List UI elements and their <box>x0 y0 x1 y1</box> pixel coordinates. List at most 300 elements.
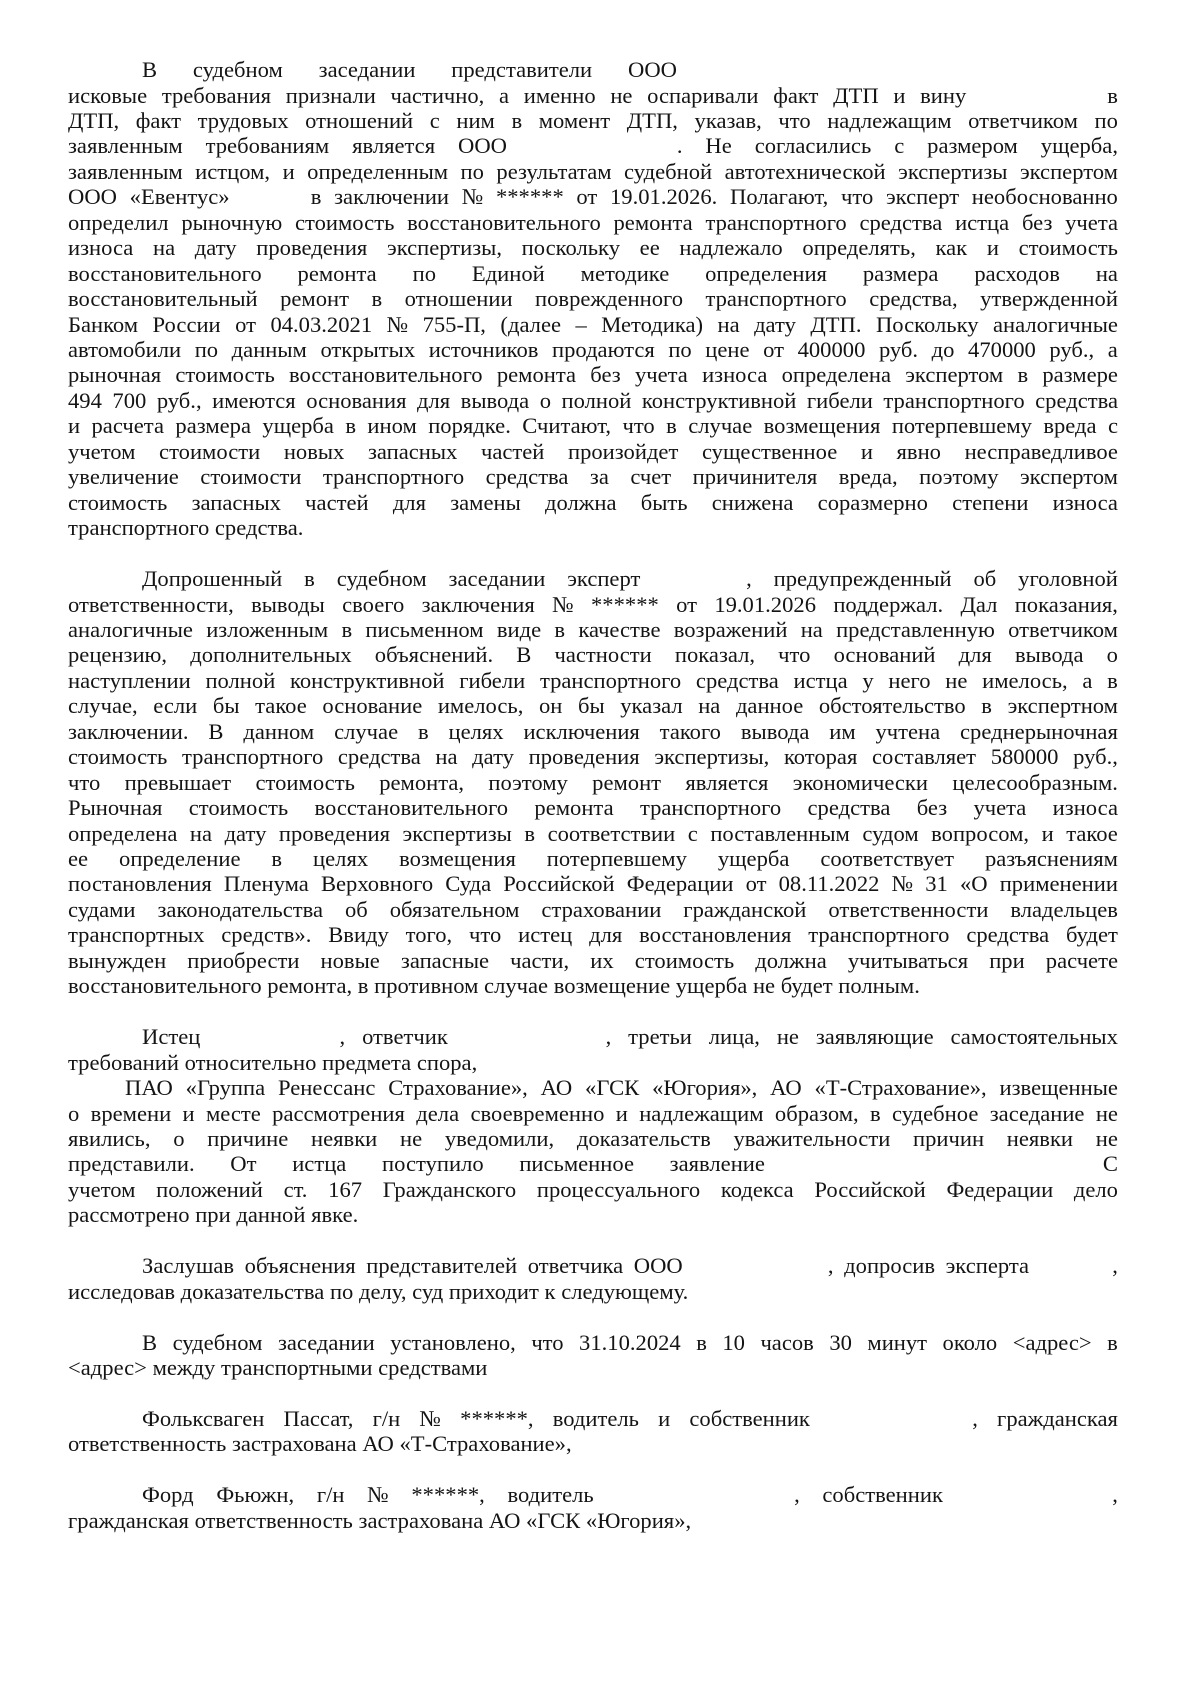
word: средства. <box>214 515 304 541</box>
word: , <box>1112 1482 1118 1508</box>
word: от <box>763 336 784 362</box>
word: Рыночная <box>68 795 163 821</box>
word: по <box>194 336 219 362</box>
text-line <box>68 1150 1118 1177</box>
word: руб., <box>156 387 202 413</box>
text-line <box>68 132 1118 159</box>
word: автомобили <box>68 336 182 362</box>
word: является <box>352 133 436 159</box>
word: истца <box>793 667 848 693</box>
word: размера <box>862 260 939 286</box>
word: средства <box>807 795 891 821</box>
word: что <box>68 769 101 795</box>
word: с <box>687 820 698 846</box>
word: «Группа <box>185 1075 266 1100</box>
word: судебном <box>192 57 283 82</box>
word: , <box>1112 1253 1118 1279</box>
word: в <box>981 693 992 719</box>
word: неявки <box>1006 1125 1074 1151</box>
word: ремонта <box>613 209 693 235</box>
text-line <box>68 743 1118 770</box>
word: на <box>152 235 176 261</box>
word: представили. <box>68 1151 195 1177</box>
word: определение <box>119 846 241 871</box>
word: заседании <box>448 566 546 591</box>
word: имеются <box>212 387 296 413</box>
word: учета <box>634 362 688 388</box>
word: , <box>972 1405 978 1431</box>
word: водитель <box>552 1405 639 1431</box>
text-line <box>142 1329 1118 1356</box>
word: суд <box>412 1278 449 1304</box>
word: а <box>499 82 510 108</box>
text-line <box>68 1430 1118 1457</box>
word: проведения <box>256 235 368 261</box>
word: транспортного <box>705 209 847 235</box>
word: бы <box>212 693 240 719</box>
word: дату <box>194 235 237 261</box>
word: проведения <box>528 744 640 770</box>
word: г/н <box>316 1482 345 1508</box>
word: утвержденной <box>980 286 1118 311</box>
word: данном <box>243 718 315 744</box>
word: стоимость <box>175 362 275 388</box>
word: цене <box>705 336 750 362</box>
text-line <box>68 412 1118 439</box>
word: в <box>1107 667 1118 693</box>
word: стоимость <box>188 795 289 821</box>
word: на <box>800 616 823 642</box>
word: экспертизы, <box>387 235 502 261</box>
word: трудовых <box>197 107 289 133</box>
word: страховании <box>541 896 662 922</box>
word: потерпевшему <box>891 413 1032 439</box>
word: транспортного <box>883 387 1025 413</box>
word: в <box>417 718 429 744</box>
word: имелось, <box>437 693 524 719</box>
word: случае <box>688 413 753 439</box>
word: восстановления <box>639 922 792 948</box>
word: эксперт <box>567 566 641 591</box>
word: запасных <box>367 438 458 464</box>
word: факт <box>135 107 182 133</box>
text-line <box>68 591 1118 618</box>
word: третьи <box>628 1024 692 1050</box>
word: В <box>142 57 158 82</box>
text-line <box>68 336 1118 363</box>
word: «О <box>959 871 988 897</box>
word: от <box>745 871 767 897</box>
word: вреда, <box>838 464 898 490</box>
word: причинителя <box>692 464 818 490</box>
word: не <box>945 667 968 693</box>
word: у <box>862 667 874 693</box>
redacted-gap <box>829 1405 953 1432</box>
word: частично, <box>390 82 485 108</box>
word: потерпевшему <box>546 846 687 871</box>
word: средства <box>337 744 421 770</box>
word: судебное <box>892 1100 979 1126</box>
word: Суда <box>445 871 492 897</box>
word: определена <box>781 362 891 388</box>
word: составляет <box>872 744 977 770</box>
word: расчета <box>91 413 164 439</box>
redacted-gap <box>465 1023 589 1050</box>
word: Считают, <box>522 413 612 439</box>
word: для <box>392 489 426 515</box>
word: 400000 <box>797 336 866 362</box>
word: полным. <box>838 973 920 999</box>
word: стоимость <box>1018 235 1118 261</box>
word: «Евентус» <box>129 184 230 210</box>
word: Федерации <box>626 871 734 897</box>
word: 31 <box>925 871 948 897</box>
word: без <box>1021 209 1053 235</box>
word: на <box>1095 260 1118 286</box>
word: С <box>1102 1151 1118 1177</box>
word: что <box>622 413 655 439</box>
word: 580000 <box>990 744 1059 770</box>
word: вывода <box>460 387 530 413</box>
word: превышает <box>124 769 232 795</box>
word: приходит <box>448 1278 545 1304</box>
word: о <box>539 387 552 413</box>
word: экспертом <box>905 362 1004 388</box>
word: ответчиком <box>968 107 1078 133</box>
word: причине <box>207 1125 289 1151</box>
word: истца <box>955 209 1010 235</box>
word: согласились <box>754 133 872 159</box>
word: требованиям <box>205 133 330 159</box>
word: ООО <box>633 1253 683 1279</box>
word: дату <box>754 311 796 337</box>
text-line <box>68 616 1118 643</box>
word: «Югория», <box>585 1507 692 1533</box>
word: 19.01.2026 <box>714 591 816 617</box>
redacted-gap <box>981 82 1093 109</box>
word: Истец <box>142 1024 201 1050</box>
word: уведомили, <box>444 1125 555 1151</box>
redacted-gap <box>242 183 298 210</box>
word: письменном <box>365 616 484 642</box>
word: и <box>658 1405 671 1431</box>
word: эксперта <box>945 1253 1030 1279</box>
word: размере <box>1042 362 1118 388</box>
word: определенным <box>307 158 449 184</box>
word: 755-П, <box>422 311 486 337</box>
word: об <box>973 566 997 591</box>
word: в <box>304 566 315 591</box>
word: в <box>341 616 353 642</box>
word: АО <box>540 1075 573 1100</box>
word: будет <box>1066 922 1118 948</box>
word: автотехнической <box>724 158 886 184</box>
word: 08.11.2022 <box>778 871 880 897</box>
text-line <box>68 845 1118 872</box>
word: противном <box>374 973 485 999</box>
word: указав, <box>694 107 762 133</box>
text-line <box>68 285 1118 312</box>
word: лица, <box>708 1024 760 1050</box>
word: в <box>666 413 677 439</box>
word: что <box>778 642 811 668</box>
word: продаются <box>552 336 655 362</box>
word: заключения <box>421 591 535 617</box>
word: возмещения <box>763 413 881 439</box>
word: целесообразным. <box>952 769 1118 795</box>
word: должна <box>544 489 617 515</box>
word: ПАО <box>125 1075 173 1100</box>
word: соответствует <box>820 846 954 871</box>
text-line <box>68 921 1118 948</box>
word: и <box>282 158 295 184</box>
word: средства, <box>869 286 958 311</box>
word: факт <box>773 82 819 108</box>
word: размера <box>175 413 251 439</box>
word: гражданская <box>997 1405 1118 1431</box>
word: о <box>173 1125 185 1151</box>
word: ДТП, <box>626 107 678 133</box>
word: ответчиком <box>1008 616 1118 642</box>
word: извещенные <box>999 1075 1118 1100</box>
word: представителей <box>366 1253 518 1279</box>
word: именно <box>523 82 596 108</box>
text-line <box>68 183 1118 210</box>
word: 04.03.2021 <box>270 311 373 337</box>
word: ремонта, <box>267 973 358 999</box>
word: которая <box>783 744 858 770</box>
word: что <box>469 922 502 948</box>
word: аналогичные <box>993 311 1118 337</box>
word: восстановительного <box>68 973 268 999</box>
word: средства <box>695 667 779 693</box>
word: поэтому <box>919 464 999 490</box>
word: поэтому <box>488 769 568 795</box>
word: уважительности <box>733 1125 891 1151</box>
word: заявленным <box>68 133 183 159</box>
word: «Югория», <box>652 1075 758 1100</box>
word: без <box>916 795 948 821</box>
word: в <box>310 184 322 210</box>
word: рассмотрено <box>68 1202 196 1228</box>
word: момент <box>538 107 611 133</box>
word: их <box>590 947 614 973</box>
word: 31.10.2024 <box>579 1329 681 1355</box>
redacted-gap <box>217 1023 322 1050</box>
word: такое <box>255 693 307 719</box>
word: в <box>1017 362 1029 388</box>
text-line <box>68 641 1118 668</box>
text-line <box>68 1278 1118 1305</box>
text-line <box>68 209 1118 236</box>
word: определять, <box>802 235 916 261</box>
word: Форд <box>142 1482 194 1508</box>
word: транспортного <box>68 515 215 541</box>
word: поврежденного <box>535 286 684 311</box>
word: № <box>386 311 409 337</box>
word: соответствии <box>547 820 676 846</box>
word: исследовав <box>68 1278 181 1304</box>
word: обязательном <box>389 896 520 922</box>
redacted-gap <box>530 132 654 159</box>
word: без <box>590 362 621 388</box>
word: для <box>416 387 451 413</box>
word: Поскольку <box>875 311 979 337</box>
word: ДТП, <box>68 107 120 133</box>
word: руб., <box>1073 744 1118 770</box>
word: , <box>746 566 752 591</box>
word: дела <box>416 1100 460 1126</box>
word: от <box>235 311 256 337</box>
text-line <box>68 870 1118 897</box>
word: стоимость <box>255 769 355 795</box>
word: положений <box>156 1176 263 1202</box>
word: им <box>829 718 856 744</box>
word: изложенным <box>206 616 329 642</box>
word: Фольксваген <box>142 1405 265 1431</box>
word: истец <box>518 922 573 948</box>
word: частности <box>554 642 652 668</box>
word: законодательства <box>157 896 324 922</box>
word: ООО <box>628 57 677 82</box>
word: учетом <box>68 438 136 464</box>
word: застрахована <box>231 1431 363 1457</box>
word: он <box>538 693 563 719</box>
word: дату <box>224 820 267 846</box>
word: аналогичные <box>68 616 193 642</box>
word: ******, <box>411 1482 485 1508</box>
word: учетом <box>68 1176 136 1202</box>
word: гражданской <box>683 896 807 922</box>
word: <адрес> <box>1012 1329 1092 1355</box>
word: и <box>986 235 999 261</box>
word: полной <box>205 667 276 693</box>
word: несправедливое <box>964 438 1118 464</box>
word: ее <box>639 235 660 261</box>
word: владельцев <box>1010 896 1118 922</box>
word: и <box>68 413 81 439</box>
word: в <box>870 1100 881 1126</box>
word: транспортного <box>705 286 847 311</box>
word: «ГСК <box>585 1075 640 1100</box>
word: ущерба <box>262 413 334 439</box>
word: около <box>942 1329 998 1355</box>
word: надлежащим <box>639 1100 764 1126</box>
word: средства <box>485 464 569 490</box>
word: по <box>668 336 692 362</box>
word: по <box>1094 107 1118 133</box>
word: дело <box>1073 1176 1118 1202</box>
word: разъяснениям <box>984 846 1118 871</box>
word: Банком <box>68 311 139 337</box>
word: в <box>696 1329 707 1355</box>
word: Не <box>705 133 732 159</box>
word: в <box>371 286 383 311</box>
word: Гражданского <box>382 1176 517 1202</box>
word: – <box>575 311 587 337</box>
word: стоимость <box>68 489 168 515</box>
word: виде <box>496 616 542 642</box>
word: своего <box>342 591 405 617</box>
word: времени <box>90 1100 172 1126</box>
word: письменное <box>519 1151 634 1177</box>
word: , <box>605 1024 612 1050</box>
word: и <box>1041 820 1054 846</box>
word: явке. <box>311 1202 359 1228</box>
word: Пленума <box>223 871 309 897</box>
word: № <box>419 1405 441 1431</box>
word: отношении <box>404 286 513 311</box>
word: Пассат, <box>283 1405 354 1431</box>
word: В <box>142 1329 158 1355</box>
redacted-gap <box>662 565 724 592</box>
word: по <box>412 260 436 286</box>
word: заседание <box>989 1100 1085 1126</box>
word: частей <box>480 438 545 464</box>
word: Ренессанс <box>277 1075 376 1100</box>
text-line <box>142 56 677 83</box>
word: стоимость <box>634 947 735 973</box>
word: 167 <box>328 1176 363 1202</box>
text-line <box>142 565 1118 592</box>
word: учитываться <box>847 947 969 973</box>
word: заявляющие <box>815 1024 934 1050</box>
word: на <box>189 820 213 846</box>
word: среднерыночная <box>960 718 1118 744</box>
word: объяснений. <box>374 642 494 668</box>
word: а <box>1107 336 1118 362</box>
word: в <box>524 820 536 846</box>
text-line <box>68 972 1118 999</box>
word: часов <box>760 1329 814 1355</box>
word: учтена <box>875 718 941 744</box>
word: Заслушав <box>142 1253 235 1279</box>
word: в <box>1107 1329 1118 1355</box>
word: № <box>552 591 574 617</box>
word: следующему. <box>561 1278 689 1304</box>
word: 470000 <box>968 336 1036 362</box>
word: определена <box>68 820 178 846</box>
text-line <box>68 820 1118 847</box>
text-line <box>68 1507 1118 1534</box>
word: России <box>152 311 221 337</box>
word: в <box>1107 82 1118 108</box>
word: износа <box>68 235 134 261</box>
word: ****** <box>591 591 659 617</box>
word: возмещения <box>399 846 516 871</box>
word: выводы <box>251 591 325 617</box>
word: средствами <box>378 1355 488 1380</box>
word: части, <box>510 947 570 973</box>
word: транспортного <box>539 667 682 693</box>
word: возмещение <box>553 973 676 999</box>
word: целях <box>313 846 369 871</box>
word: ремонта <box>496 362 577 388</box>
word: транспортного <box>639 795 782 821</box>
word: ремонта <box>534 795 614 821</box>
word: минут <box>867 1329 928 1355</box>
text-line <box>68 361 1118 388</box>
word: вопросом, <box>931 820 1030 846</box>
word: полной <box>561 387 632 413</box>
word: транспортного <box>322 464 465 490</box>
text-line <box>68 260 1118 287</box>
word: делу, <box>358 1278 413 1304</box>
word: От <box>230 1151 257 1177</box>
word: по <box>460 158 484 184</box>
text-line <box>68 387 1118 414</box>
word: Фьюжн, <box>216 1482 295 1508</box>
